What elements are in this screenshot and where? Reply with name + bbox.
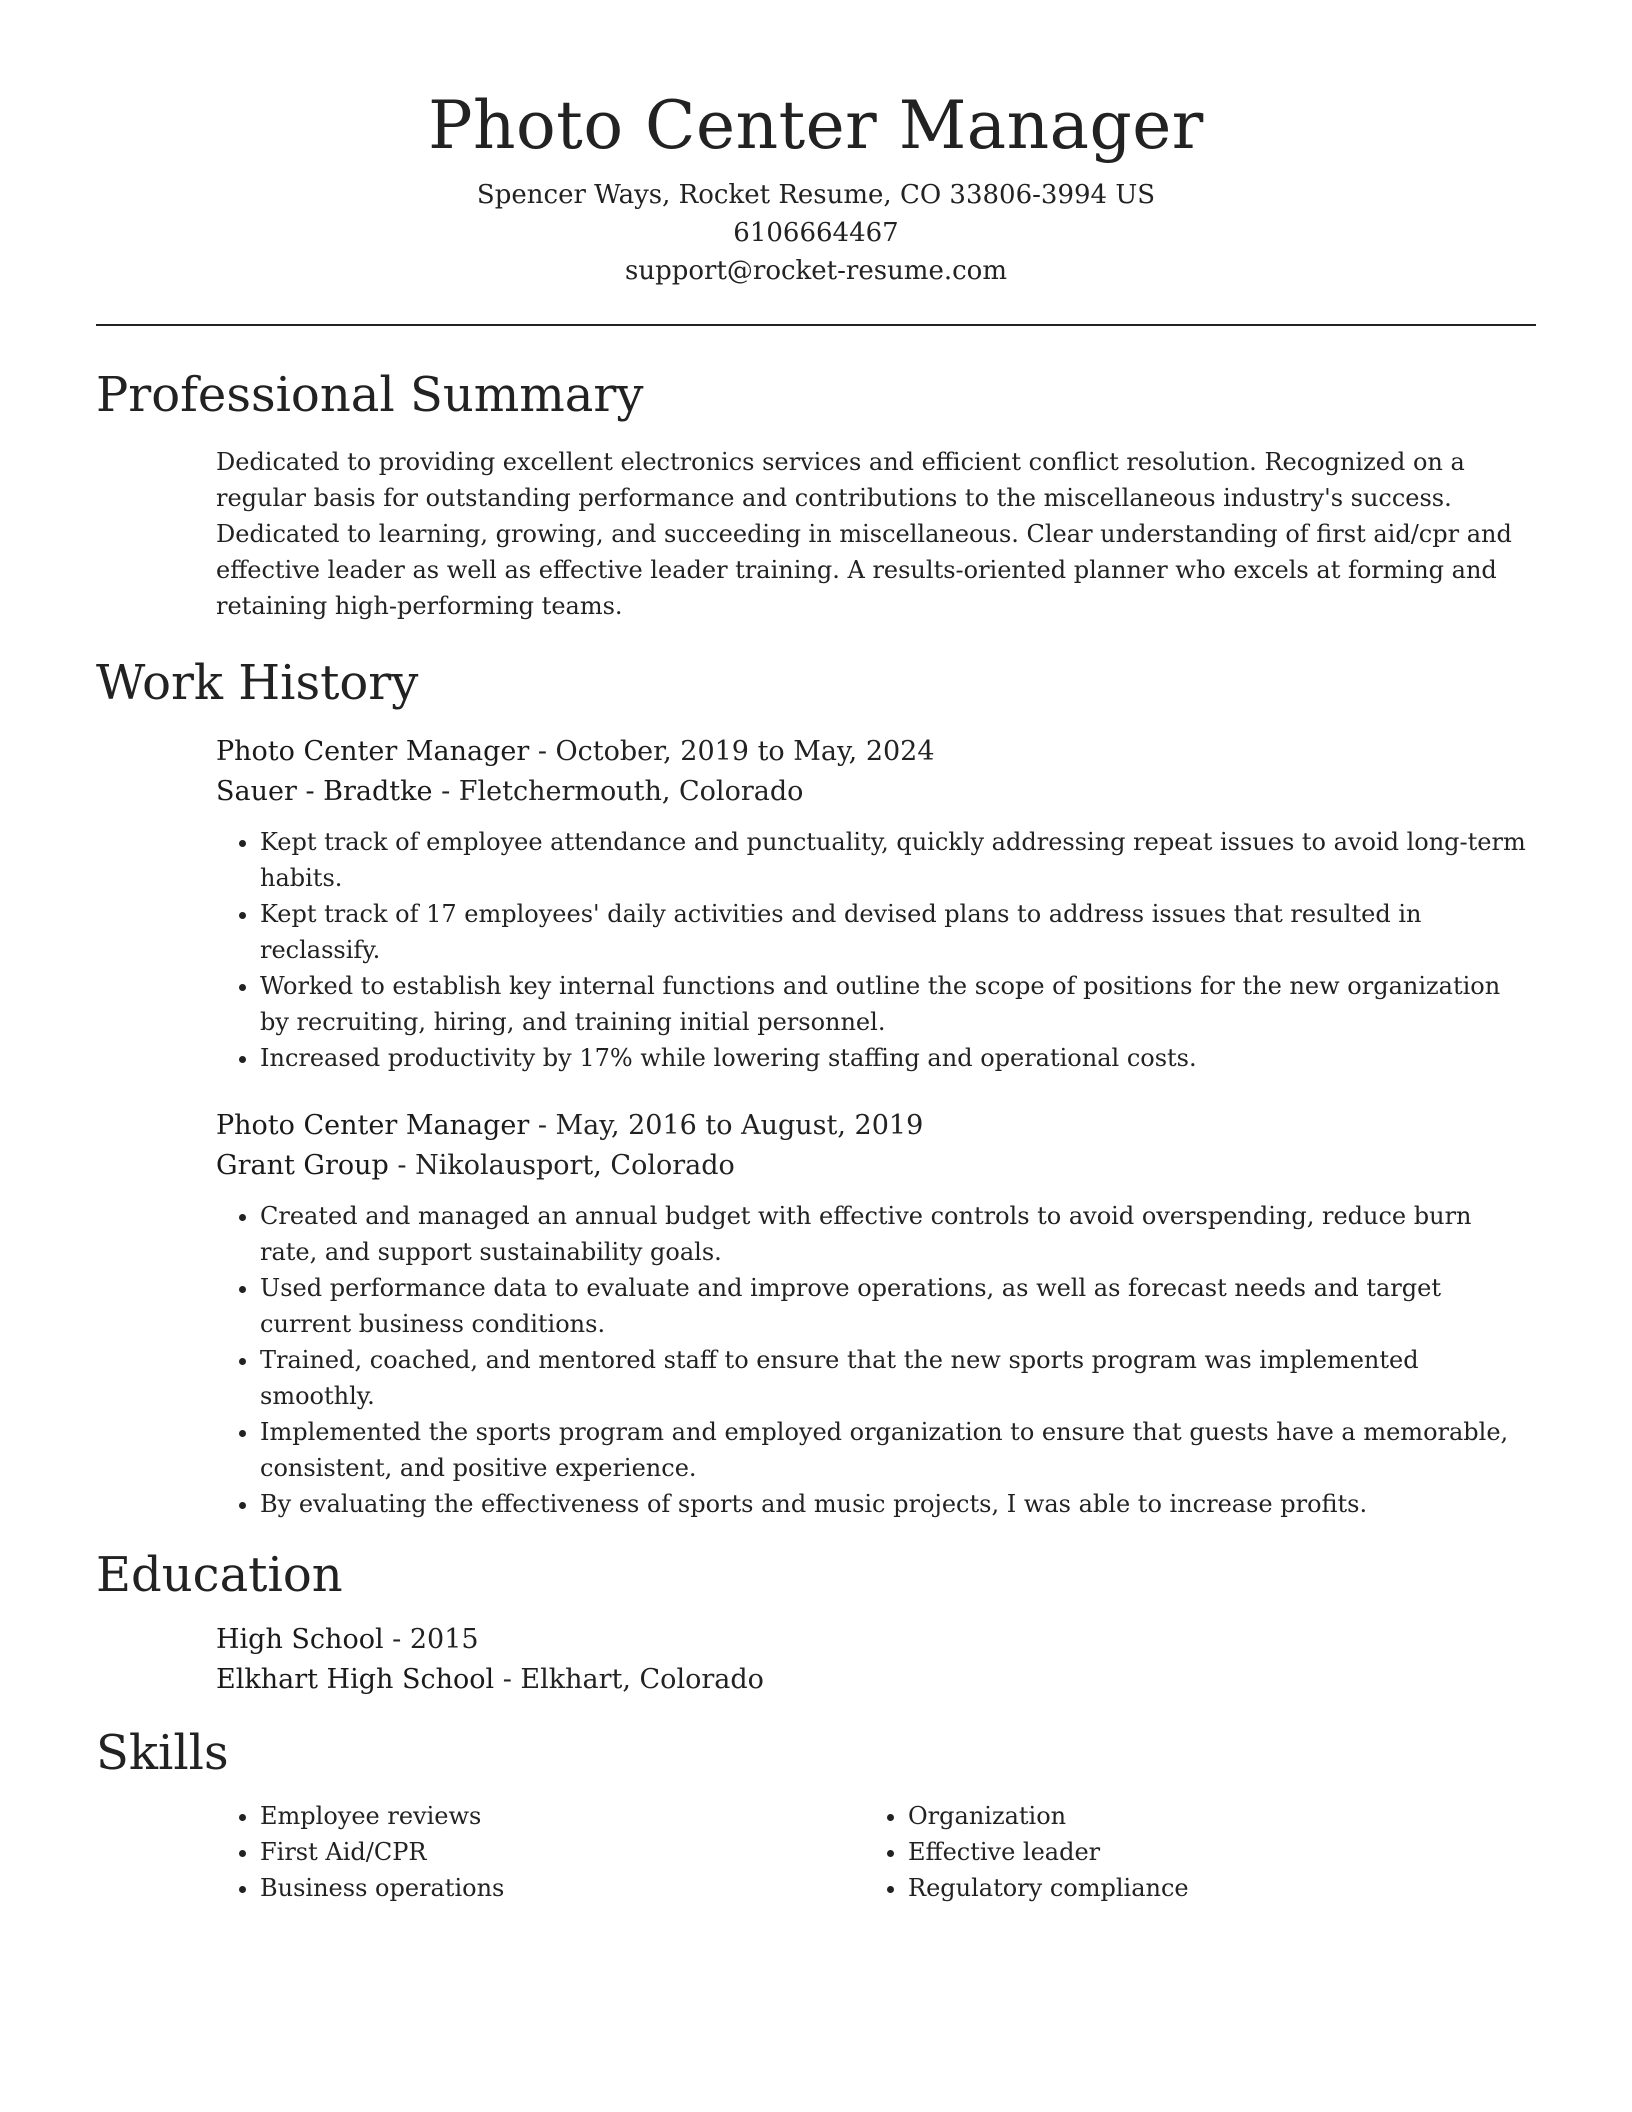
school-name: Elkhart High School <box>216 1664 495 1695</box>
skill-item: • Regulatory compliance <box>908 1870 1512 1906</box>
school-location: - Elkhart, Colorado <box>494 1664 764 1695</box>
job-role: Photo Center Manager <box>216 736 530 767</box>
skills-heading: Skills <box>96 1725 229 1781</box>
degree: High School <box>216 1624 384 1655</box>
phone-text: 6106664467 <box>733 218 899 248</box>
page-title: Photo Center Manager <box>428 87 1204 164</box>
education-entry <box>216 1620 1536 1700</box>
skill-item: • First Aid/CPR <box>260 1834 864 1870</box>
job-title-line <box>216 1106 1536 1146</box>
degree-line <box>216 1620 1536 1660</box>
education-heading: Education <box>96 1547 343 1603</box>
job-entry <box>216 1106 1536 1522</box>
contact-info <box>96 176 1536 290</box>
job-entry <box>216 732 1536 1076</box>
skill-item: • Effective leader <box>908 1834 1512 1870</box>
job-bullet: • Implemented the sports program and employed organization to ensure that guests have a memorable, consistent, and positive experience. <box>260 1414 1536 1486</box>
address-text: Spencer Ways, Rocket Resume, CO 33806-3994 US <box>476 180 1156 210</box>
job-role: Photo Center Manager <box>216 1110 530 1141</box>
skills-column-right <box>864 1798 1512 1906</box>
school-line <box>216 1660 1536 1700</box>
summary-text: Dedicated to providing excellent electronics services and efficient conflict resolution. Recognized on a regular basis for outstanding performance and contributions to the miscellaneous industry's success. Dedicated to learning, growing, and succeeding in miscellaneous. Clear understanding of first aid/cpr and effective leader as well as effective leader training. A results-oriented planner who excels at forming and retaining high-performing teams. <box>216 448 1512 620</box>
summary-heading: Professional Summary <box>96 367 644 423</box>
skills-column-left <box>216 1798 864 1906</box>
job-bullet: • By evaluating the effectiveness of sports and music projects, I was able to increase profits. <box>260 1486 1536 1522</box>
job-bullet: • Kept track of 17 employees' daily activities and devised plans to address issues that resulted in reclassify. <box>260 896 1536 968</box>
job-title-line <box>216 732 1536 772</box>
job-bullets <box>216 824 1536 1076</box>
job-bullet: • Worked to establish key internal functions and outline the scope of positions for the new organization by recruiting, hiring, and training initial personnel. <box>260 968 1536 1040</box>
skill-item: • Business operations <box>260 1870 864 1906</box>
graduation-year: - 2015 <box>383 1624 479 1655</box>
job-bullet: • Kept track of employee attendance and punctuality, quickly addressing repeat issues to avoid long-term habits. <box>260 824 1536 896</box>
job-bullets <box>216 1198 1536 1522</box>
job-company: Grant Group <box>216 1150 389 1181</box>
job-bullet: • Created and managed an annual budget with effective controls to avoid overspending, reduce burn rate, and support sustainability goals. <box>260 1198 1536 1270</box>
skill-item: • Employee reviews <box>260 1798 864 1834</box>
job-company-line <box>216 772 1536 812</box>
header-divider <box>96 324 1536 326</box>
skill-item: • Organization <box>908 1798 1512 1834</box>
job-location: - Nikolausport, Colorado <box>388 1150 735 1181</box>
job-bullet: • Trained, coached, and mentored staff to ensure that the new sports program was implemented smoothly. <box>260 1342 1536 1414</box>
email-text: support@rocket-resume.com <box>624 256 1007 286</box>
job-dates: - October, 2019 to May, 2024 <box>529 736 935 767</box>
job-location: - Fletchermouth, Colorado <box>432 776 804 807</box>
job-dates: - May, 2016 to August, 2019 <box>529 1110 924 1141</box>
job-bullet: • Increased productivity by 17% while lowering staffing and operational costs. <box>260 1040 1536 1076</box>
skills-grid <box>216 1798 1536 1906</box>
job-company: Sauer - Bradtke <box>216 776 433 807</box>
work-history-heading: Work History <box>96 655 419 711</box>
job-bullet: • Used performance data to evaluate and improve operations, as well as forecast needs and target current business conditions. <box>260 1270 1536 1342</box>
job-company-line <box>216 1146 1536 1186</box>
resume-header <box>96 84 1536 290</box>
